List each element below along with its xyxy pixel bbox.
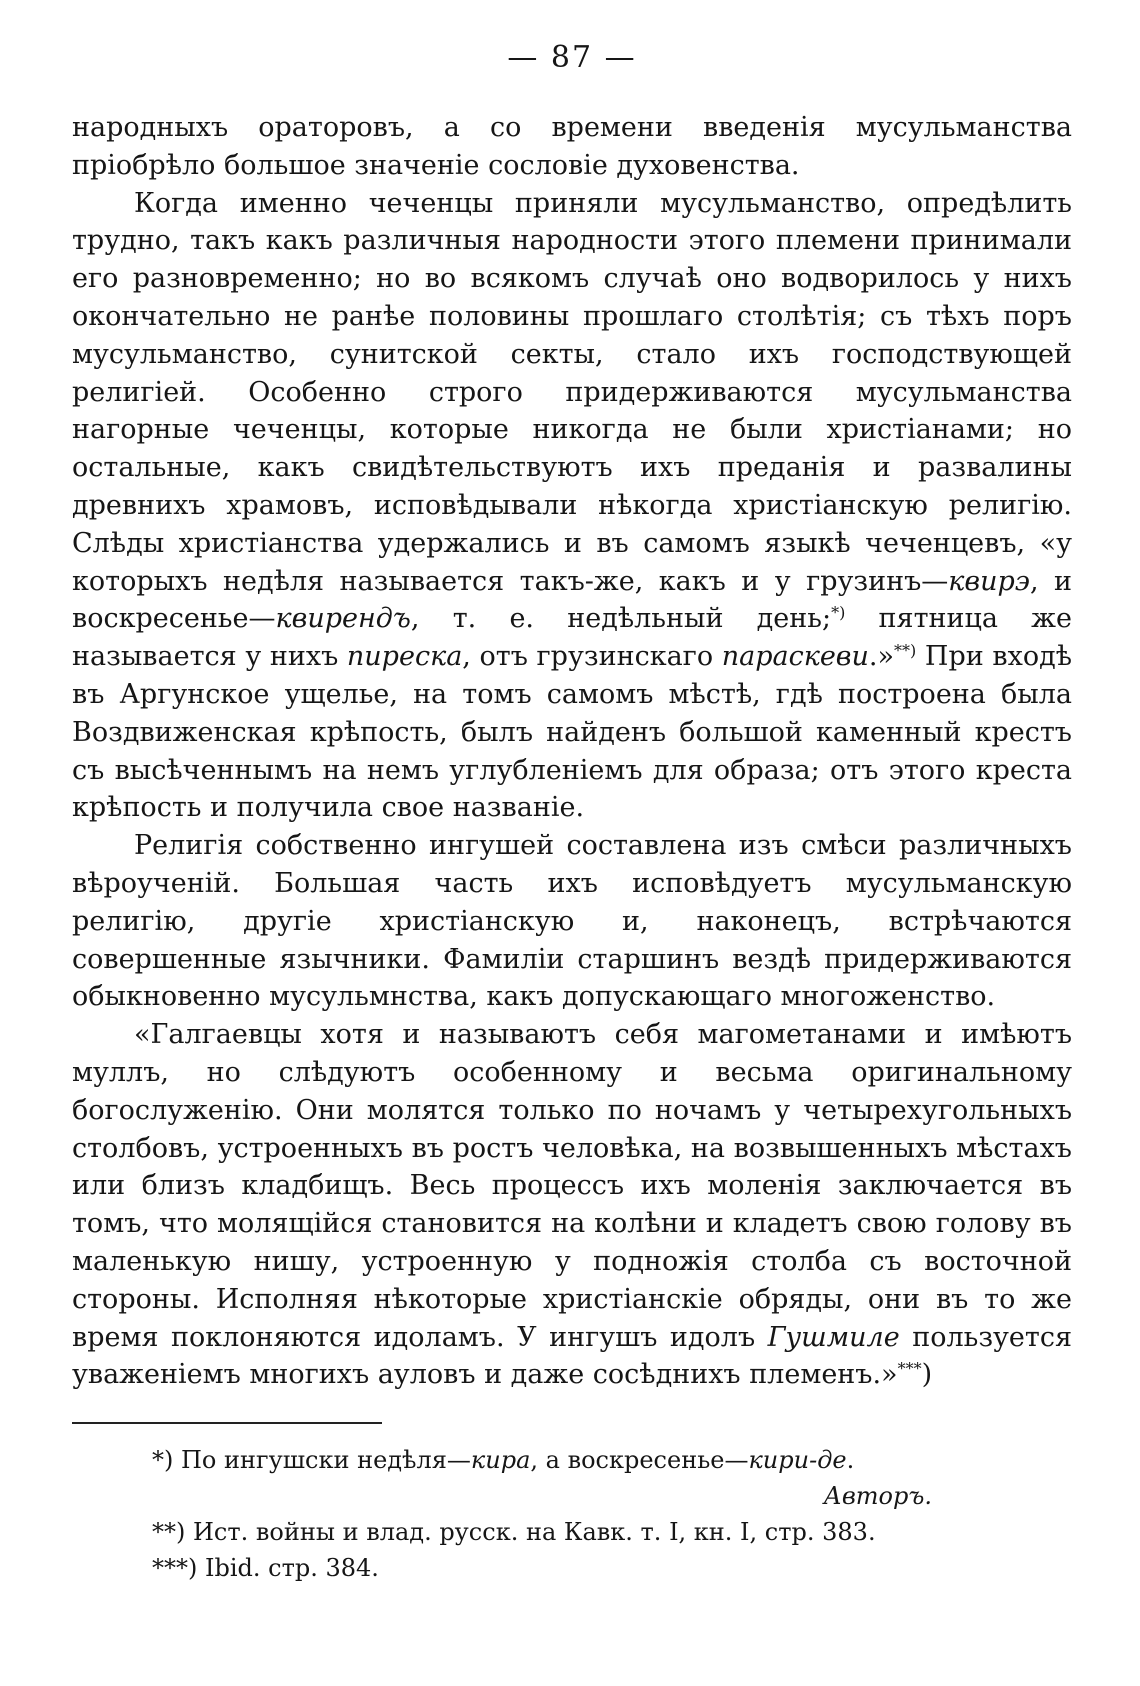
footnote-author: Авторъ. [823,1482,932,1511]
italic-term: квирэ [948,565,1030,597]
footnote-reference: **) [894,641,917,661]
footnote-1 [72,1442,1072,1478]
italic-term: параскеви [721,641,869,673]
text-segment: пользуется уваженіемъ многихъ ауловъ и даже сосѣднихъ племенъ.» [72,1321,1072,1391]
paragraph [72,185,1072,828]
text-segment: народныхъ ораторовъ, а со времени введенія мусульманства пріобрѣло большое значеніе сословіе духовенства. [72,112,1072,181]
footnote-3 [72,1550,1072,1586]
text-segment: , и воскресенье— [72,565,1072,635]
footnote-mark: **) [152,1518,186,1547]
paragraph [72,827,1072,1016]
footnote-mark: *) [152,1446,174,1475]
text-segment: При входѣ въ Аргунское ущелье, на томъ самомъ мѣстѣ, гдѣ построена была Воздвиженская крѣпость, былъ найденъ большой каменный крестъ съ высѣченнымъ на немъ углубленіемъ для образа; отъ этого креста крѣпость и получила свое названіе. [72,641,1072,824]
text-segment: .» [868,641,895,673]
document-page [72,40,1072,1586]
footnote-reference: *) [831,603,846,623]
paragraph [72,109,1072,185]
italic-term: пиреска [346,641,463,673]
footnote-divider [72,1422,382,1424]
footnote-text: Ист. войны и влад. русск. на Кавк. т. I, кн. I, стр. 383. [185,1518,876,1547]
paragraph [72,1016,1072,1394]
footnote-text: По ингушски недѣля— [173,1446,471,1475]
footnotes [72,1442,1072,1586]
text-segment: Религія собственно ингушей составлена изъ смѣси различныхъ вѣроученій. Большая часть ихъ исповѣдуетъ мусульманскую религію, другіе христіанскую и, наконецъ, встрѣчаются совершенные язычники. Фамиліи старшинъ вездѣ придерживаются обыкновенно мусульмнства, какъ допускающаго многоженство. [72,830,1072,1013]
footnote-text: , а воскресенье— [530,1446,749,1475]
text-segment: Когда именно чеченцы приняли мусульманство, опредѣлить трудно, такъ какъ различныя народности этого племени принимали его разновременно; но во всякомъ случаѣ оно водворилось у нихъ окончательно не ранѣе половины прошлаго столѣтія; съ тѣхъ поръ мусульманство, сунитской секты, стало ихъ господствующей религіей. Особенно строго придерживаются мусульманства нагорные чеченцы, которые никогда не были христіанами; но остальные, какъ свидѣтельствуютъ ихъ преданія и развалины древнихъ храмовъ, исповѣдывали нѣкогда христіанскую религію. Слѣды христіанства удержались и въ самомъ языкѣ чеченцевъ, «у которыхъ недѣля называется такъ-же, какъ и у грузинъ— [72,187,1072,597]
footnote-mark: ***) [152,1554,198,1583]
text-segment: , т. е. недѣльный день; [410,603,832,635]
footnote-text: . [846,1446,855,1475]
footnote-italic-term: кири-де [748,1446,847,1475]
text-segment: ) [921,1359,933,1391]
italic-term: квирендъ [275,603,411,635]
footnote-2 [72,1514,1072,1550]
page-number: — 87 — [507,40,637,75]
text-segment: «Галгаевцы хотя и называютъ себя магометанами и имѣютъ муллъ, но слѣдуютъ особенному и весьма оригинальному богослуженію. Они молятся только по ночамъ у четырехугольныхъ столбовъ, устроенныхъ въ ростъ человѣка, на возвышенныхъ мѣстахъ или близъ кладбищъ. Весь процессъ ихъ моленія заключается въ томъ, что молящійся становится на колѣни и кладетъ свою голову въ маленькую нишу, устроенную у подножія столба съ восточной стороны. Исполняя нѣкоторые христіанскіе обряды, они въ то же время поклоняются идоламъ. У ингушъ идолъ [72,1019,1072,1353]
italic-term: Гушмиле [767,1321,900,1353]
body-text [72,109,1072,1394]
footnote-text: Ibid. стр. 384. [197,1554,379,1583]
footnote-italic-term: кира [470,1446,531,1475]
text-segment: пятница же называется у нихъ [72,603,1072,673]
footnote-reference: *** [897,1359,922,1379]
text-segment: , отъ грузинскаго [462,641,722,673]
